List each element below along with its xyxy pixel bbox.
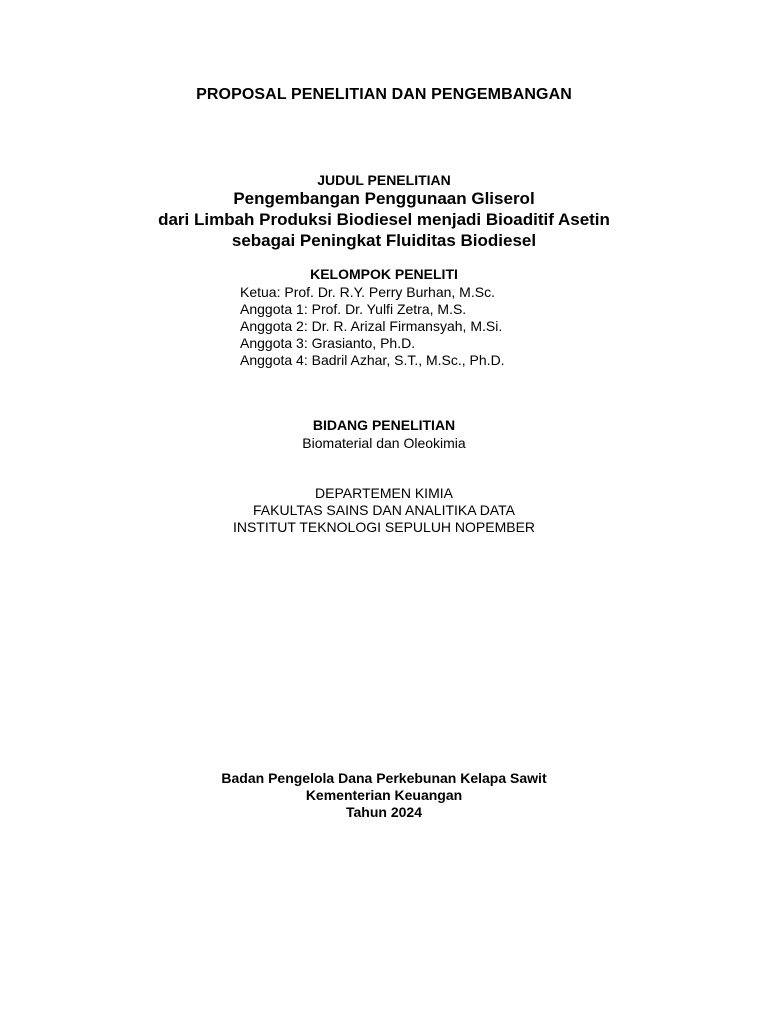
footer-line: Badan Pengelola Dana Perkebunan Kelapa Sawit bbox=[221, 770, 547, 786]
research-field-value: Biomaterial dan Oleokimia bbox=[302, 435, 466, 451]
footer-line: Tahun 2024 bbox=[346, 804, 422, 820]
research-title-line: dari Limbah Produksi Biodiesel menjadi Bioaditif Asetin bbox=[158, 210, 610, 229]
research-title-line: Pengembangan Penggunaan Gliserol bbox=[233, 189, 535, 208]
research-title-label: JUDUL PENELITIAN bbox=[317, 172, 451, 188]
member-line: Ketua: Prof. Dr. R.Y. Perry Burhan, M.Sc. bbox=[240, 284, 495, 300]
member-line: Anggota 3: Grasianto, Ph.D. bbox=[240, 335, 416, 351]
research-group-members bbox=[240, 284, 505, 369]
funding-footer bbox=[0, 770, 768, 821]
member-line: Anggota 4: Badril Azhar, S.T., M.Sc., Ph.D. bbox=[240, 352, 505, 368]
member-line: Anggota 2: Dr. R. Arizal Firmansyah, M.Si. bbox=[240, 318, 503, 334]
institution-line: DEPARTEMEN KIMIA bbox=[315, 485, 453, 501]
research-group-label: KELOMPOK PENELITI bbox=[310, 266, 458, 282]
footer-line: Kementerian Keuangan bbox=[305, 787, 463, 803]
research-title bbox=[0, 188, 768, 251]
institution-line: INSTITUT TEKNOLOGI SEPULUH NOPEMBER bbox=[232, 519, 536, 535]
research-field-label: BIDANG PENELITIAN bbox=[312, 417, 456, 433]
member-line: Anggota 1: Prof. Dr. Yulfi Zetra, M.S. bbox=[240, 301, 467, 317]
document-title: PROPOSAL PENELITIAN DAN PENGEMBANGAN bbox=[196, 86, 572, 103]
research-title-line: sebagai Peningkat Fluiditas Biodiesel bbox=[231, 231, 537, 250]
institution-line: FAKULTAS SAINS DAN ANALITIKA DATA bbox=[253, 502, 515, 518]
institution-block bbox=[0, 485, 768, 536]
